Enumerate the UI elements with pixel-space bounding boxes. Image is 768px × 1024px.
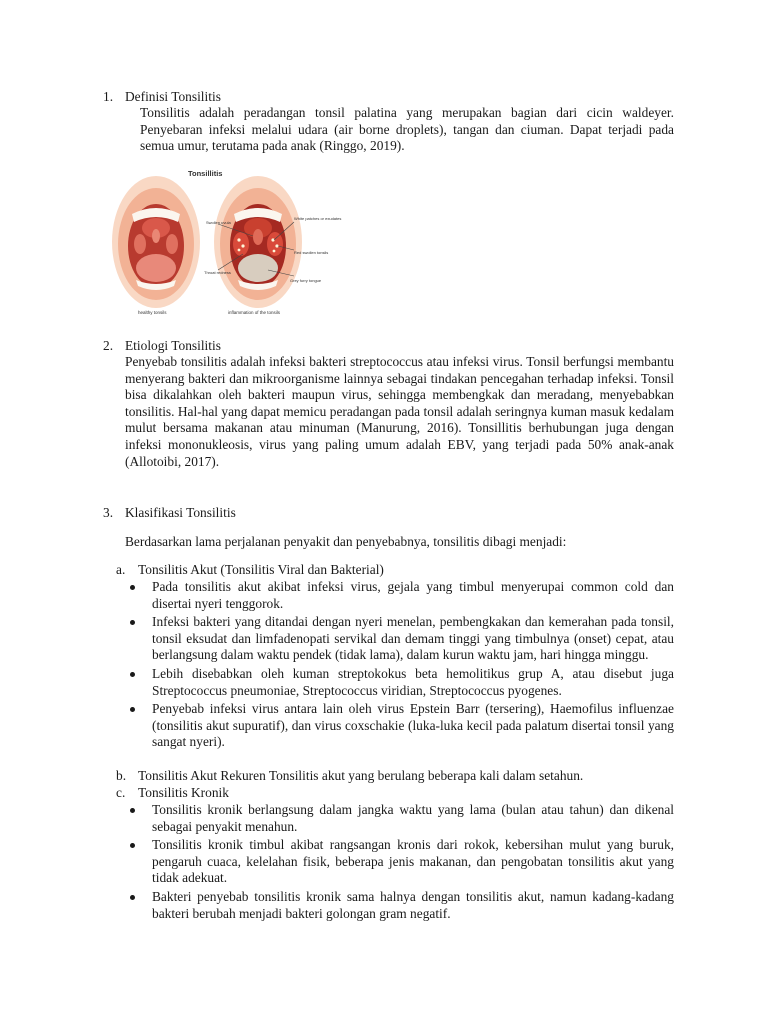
- bullet-item: Bakteri penyebab tonsilitis kronik sama halnya dengan tonsilitis akut, namun kadang-kadang bakteri berubah menjadi bakteri golongan gram negatif.: [0, 889, 674, 922]
- section-3-intro: Berdasarkan lama perjalanan penyakit dan penyebabnya, tonsilitis dibagi menjadi:: [125, 534, 567, 549]
- bullet-item: Tonsilitis kronik berlangsung dalam jangka waktu yang lama (bulan atau tahun) dan dikenal sebagai penyakit menahun.: [0, 802, 674, 835]
- subsection-c-letter: c.: [116, 785, 126, 800]
- section-3-number: 3.: [103, 505, 114, 520]
- section-3-title: Klasifikasi Tonsilitis: [125, 505, 236, 520]
- figure-title: Tonsillitis: [188, 169, 223, 178]
- section-1-number: 1.: [103, 89, 114, 104]
- subsection-a-title: Tonsilitis Akut (Tonsilitis Viral dan Bakterial): [138, 562, 384, 577]
- subsection-c-heading: [116, 785, 229, 802]
- section-1-heading: [103, 89, 221, 106]
- figure-label-tongue: Grey furry tongue: [290, 278, 322, 283]
- figure-label-tonsils: Red swollen tonsils: [294, 250, 329, 255]
- figure-label-uvula: Swollen uvula: [206, 220, 231, 225]
- bullet-item: Tonsilitis kronik timbul akibat rangsangan kronis dari rokok, kebersihan mulut yang buruk, pengaruh cuaca, kelelahan fisik, beberapa jenis makanan, dan pengobatan tonsilitis akut yang tidak adekuat.: [0, 837, 674, 887]
- section-1-paragraph: Tonsilitis adalah peradangan tonsil palatina yang merupakan bagian dari cicin waldeyer. Penyebaran infeksi melalui udara (air borne droplets), tangan dan ciuman. Dapat terjadi pada semua umur, terutama pada anak (Ringgo, 2019).: [140, 105, 674, 154]
- healthy-mouth-drawing: [112, 176, 200, 308]
- figure-caption-right: inflammation of the tonsils: [228, 310, 281, 315]
- subsection-a-bullets: [0, 579, 674, 753]
- section-2-number: 2.: [103, 338, 114, 353]
- section-3-heading: [103, 505, 236, 522]
- section-2-heading: [103, 338, 221, 355]
- bullet-item: Infeksi bakteri yang ditandai dengan nyeri menelan, pembengkakan dan kemerahan pada tonsil, tonsil eksudat dan limfadenopati servikal dan demam tinggi yang timbulnya (onset) cepat, atau berlangsung dalam waktu pendek (tidak lama), dalam kurun waktu jam, hari hingga minggu.: [0, 614, 674, 664]
- subsection-b-title: Tonsilitis Akut Rekuren Tonsilitis akut yang berulang beberapa kali dalam setahun.: [138, 768, 584, 783]
- bullet-item: Pada tonsilitis akut akibat infeksi virus, gejala yang timbul menyerupai common cold dan disertai nyeri tenggorok.: [0, 579, 674, 612]
- subsection-a-letter: a.: [116, 562, 126, 577]
- section-2-title: Etiologi Tonsilitis: [125, 338, 221, 353]
- figure-label-redness: Throat redness: [204, 270, 231, 275]
- subsection-b-heading: [116, 768, 583, 785]
- section-2-paragraph: Penyebab tonsilitis adalah infeksi bakteri streptococcus atau infeksi virus. Tonsil berfungsi membantu menyerang bakteri dan mikroorganisme lainnya sebagai tindakan pencegahan terhadap infeksi. Tonsil bisa dikalahkan oleh bakteri maupun virus, sehingga membengkak dan meradang, menyebabkan tonsilitis. Hal-hal yang dapat memicu peradangan pada tonsil adalah seringnya kuman masuk kedalam mulut bersama makanan atau minuman (Manurung, 2016). Tonsillitis berhubungan juga dengan infeksi mononukleosis, virus yang paling umum adalah EBV, yang terjadi pada 50% anak-anak (Allotoibi, 2017).: [125, 354, 674, 469]
- figure-caption-left: healthy tonsils: [138, 310, 167, 315]
- figure-label-patches: White patches or exudates: [294, 216, 342, 221]
- subsection-c-title: Tonsilitis Kronik: [138, 785, 229, 800]
- subsection-a-heading: [116, 562, 384, 579]
- bullet-item: Penyebab infeksi virus antara lain oleh virus Epstein Barr (tersering), Haemofilus influenzae (tonsilitis akut supuratif), dan virus coxschakie (luka-luka kecil pada palatum disertai tonsil yang sangat nyeri).: [0, 701, 674, 751]
- subsection-c-bullets: [0, 802, 674, 924]
- tonsillitis-illustration: [108, 162, 342, 320]
- section-1-title: Definisi Tonsilitis: [125, 89, 221, 104]
- bullet-item: Lebih disebabkan oleh kuman streptokokus beta hemolitikus grup A, atau disebut juga Streptococcus pneumoniae, Streptococcus viridian, Streptococcus pyogenes.: [0, 666, 674, 699]
- subsection-b-letter: b.: [116, 768, 127, 783]
- inflamed-mouth-drawing: [214, 176, 302, 308]
